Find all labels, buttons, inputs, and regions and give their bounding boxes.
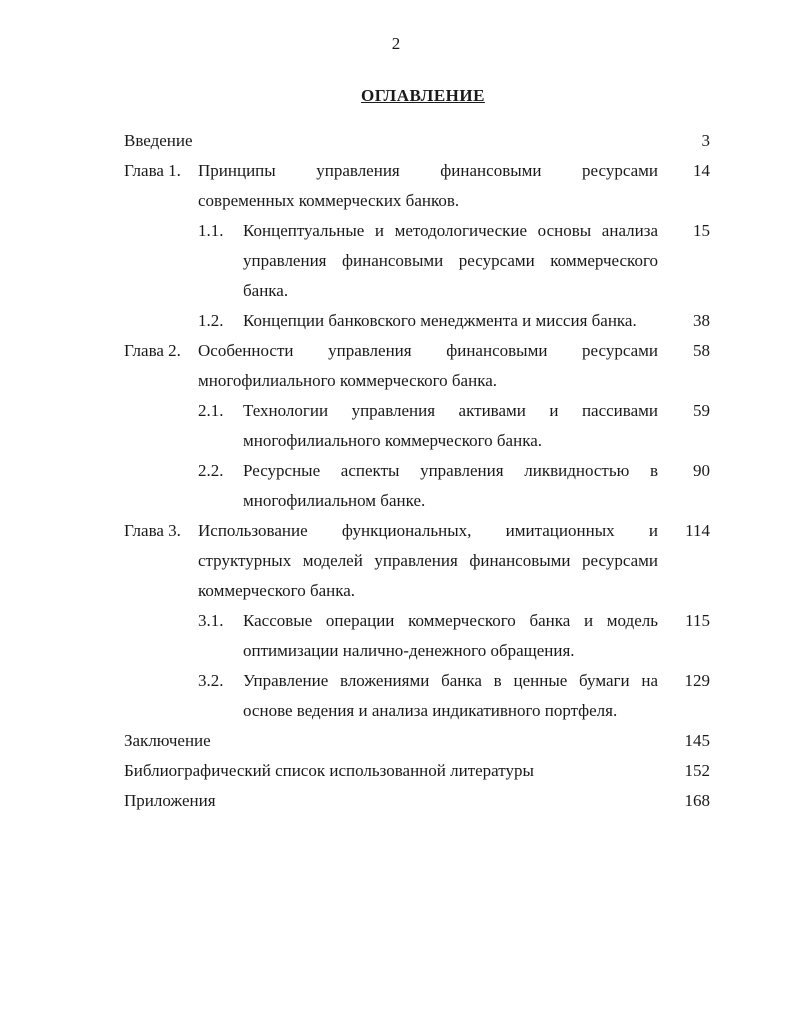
toc-entry-appendices	[0, 786, 792, 816]
toc-entry-page: 3	[701, 131, 710, 150]
section-page: 129	[684, 671, 710, 690]
toc-section-3-2	[0, 666, 792, 726]
toc-entry-bibliography	[0, 756, 792, 786]
section-title-line: банка.	[243, 281, 289, 300]
chapter-title-line: Использование функциональных, имитационных и	[198, 521, 658, 540]
toc-entry-label: Приложения	[124, 791, 216, 810]
toc-chapter-2	[0, 336, 792, 396]
toc-entry-page: 152	[684, 761, 710, 780]
toc-entry-page: 145	[684, 731, 710, 750]
chapter-title-line: Особенности управления финансовыми ресурсами	[198, 341, 658, 360]
section-title-line: Технологии управления активами и пассивами	[243, 401, 658, 420]
section-title-line: Управление вложениями банка в ценные бумаги на	[243, 671, 658, 690]
section-page: 15	[693, 221, 710, 240]
section-title-line: основе ведения и анализа индикативного портфеля.	[243, 701, 618, 720]
toc-entry-label: Заключение	[124, 731, 211, 750]
section-title-line: Кассовые операции коммерческого банка и модель	[243, 611, 658, 630]
toc-chapter-1	[0, 156, 792, 216]
chapter-title-line: многофилиального коммерческого банка.	[198, 371, 497, 390]
chapter-page: 14	[693, 161, 710, 180]
chapter-page: 114	[685, 521, 710, 540]
table-of-contents	[0, 126, 792, 816]
toc-entry-page: 168	[684, 791, 710, 810]
section-title-line: Концепции банковского менеджмента и миссия банка.	[243, 311, 637, 330]
section-number: 2.1.	[198, 401, 224, 420]
section-page: 59	[693, 401, 710, 420]
chapter-title-line: структурных моделей управления финансовыми ресурсами	[198, 551, 658, 570]
section-number: 2.2.	[198, 461, 224, 480]
chapter-title-line: Принципы управления финансовыми ресурсами	[198, 161, 658, 180]
section-page: 115	[685, 611, 710, 630]
page-number: 2	[391, 34, 401, 53]
toc-entry-label: Библиографический список использованной литературы	[124, 761, 534, 780]
toc-section-2-2	[0, 456, 792, 516]
toc-section-2-1	[0, 396, 792, 456]
section-title-line: многофилиальном банке.	[243, 491, 426, 510]
toc-title: ОГЛАВЛЕНИЕ	[361, 86, 485, 105]
toc-section-1-2	[0, 306, 792, 336]
chapter-page: 58	[693, 341, 710, 360]
section-number: 1.1.	[198, 221, 224, 240]
chapter-label: Глава 1.	[124, 161, 181, 180]
section-page: 38	[693, 311, 710, 330]
toc-entry-intro	[124, 126, 658, 156]
chapter-label: Глава 3.	[124, 521, 181, 540]
section-title-line: оптимизации налично-денежного обращения.	[243, 641, 575, 660]
chapter-label: Глава 2.	[124, 341, 181, 360]
section-number: 3.2.	[198, 671, 224, 690]
section-number: 1.2.	[198, 311, 224, 330]
toc-chapter-3	[0, 516, 792, 606]
chapter-title-line: современных коммерческих банков.	[198, 191, 460, 210]
section-title-line: многофилиального коммерческого банка.	[243, 431, 542, 450]
section-title-line: управления финансовыми ресурсами коммерческого	[243, 251, 658, 270]
toc-entry-conclusion	[0, 726, 792, 756]
section-title-line: Ресурсные аспекты управления ликвидностью в	[243, 461, 658, 480]
section-page: 90	[693, 461, 710, 480]
chapter-title-line: коммерческого банка.	[198, 581, 356, 600]
toc-entry-label: Введение	[124, 131, 193, 150]
toc-section-3-1	[0, 606, 792, 666]
toc-section-1-1	[0, 216, 792, 306]
section-number: 3.1.	[198, 611, 224, 630]
section-title-line: Концептуальные и методологические основы анализа	[243, 221, 658, 240]
